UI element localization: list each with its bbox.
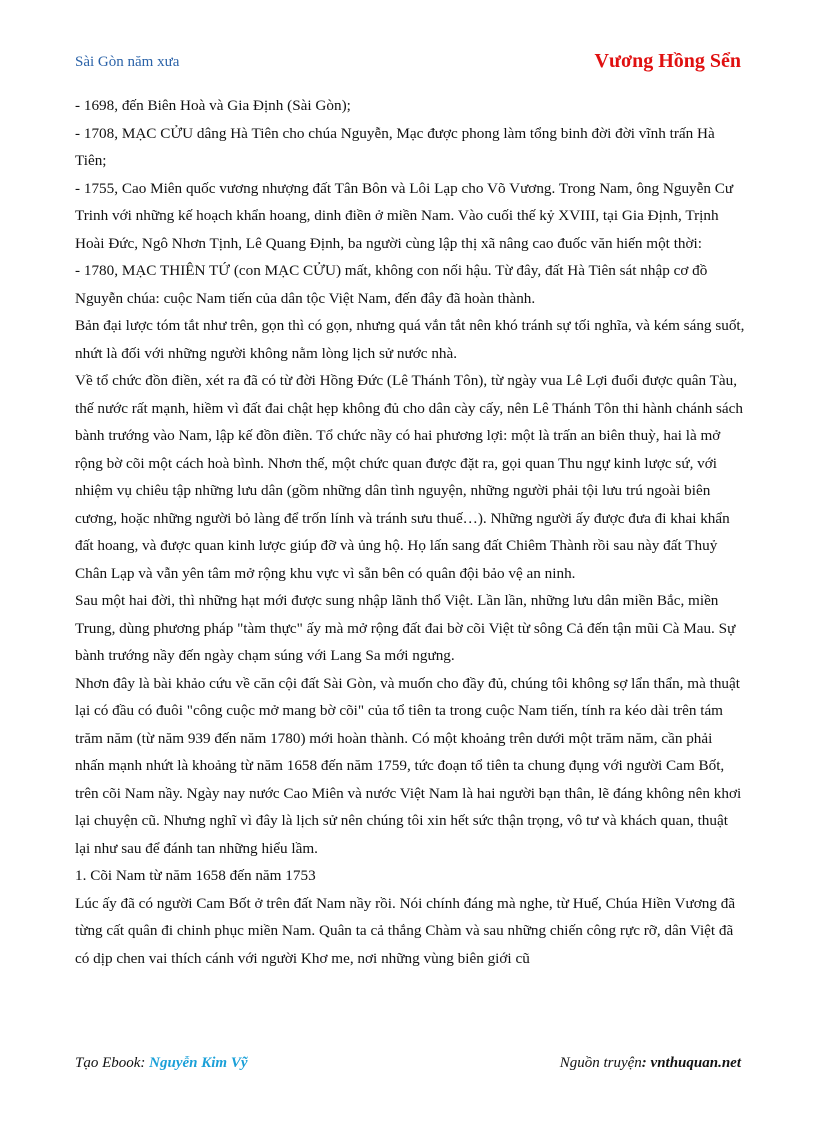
book-title: Sài Gòn năm xưa (75, 54, 180, 70)
source-site: vnthuquan.net (650, 1055, 741, 1071)
source-separator: : (641, 1055, 651, 1071)
paragraph: - 1780, MẠC THIÊN TỨ (con MẠC CỬU) mất, không con nối hậu. Từ đây, đất Hà Tiên sát nhập cơ đồ Nguyễn chúa: cuộc Nam tiến của dân tộc Việt Nam, đến đây đã hoàn thành. (75, 262, 708, 307)
ebook-label: Tạo Ebook (75, 1055, 141, 1071)
paragraph: - 1708, MẠC CỬU dâng Hà Tiên cho chúa Nguyễn, Mạc được phong làm tổng binh đời đời vĩnh trấn Hà Tiên; (75, 124, 715, 169)
paragraph: Sau một hai đời, thì những hạt mới được sung nhập lãnh thổ Việt. Lần lần, những lưu dân miền Bắc, miền Trung, dùng phương pháp "tàm thực" ấy mà mở rộng đất đai bờ cõi Việt từ sông Cả đến tận mũi Cà Mau. Sự bành trướng nầy đến ngày chạm súng với Lang Sa mới ngưng. (75, 592, 736, 664)
ebook-author: Nguyễn Kim Vỹ (149, 1055, 248, 1071)
paragraph: Bản đại lược tóm tắt như trên, gọn thì có gọn, nhưng quá vắn tắt nên khó tránh sự tối nghĩa, và kém sáng suốt, nhứt là đối với những người không nằm lòng lịch sử nước nhà. (75, 317, 745, 362)
page-header (75, 50, 741, 78)
paragraph: - 1698, đến Biên Hoà và Gia Định (Sài Gòn); (75, 97, 351, 114)
paragraph: Về tổ chức đồn điền, xét ra đã có từ đời Hồng Đức (Lê Thánh Tôn), từ ngày vua Lê Lợi đuổi được quân Tàu, thế nước rất mạnh, hiềm vì đất đai chật hẹp không đủ cho dân cày cấy, nên Lê Thánh Tôn thi hành chánh sách bành trướng vào Nam, lập kế đồn điền. Tổ chức nầy có hai phương lợi: một là trấn an biên thuỳ, hai là mở rộng bờ cõi một cách hoà bình. Nhơn thế, một chức quan được đặt ra, gọi quan Thu ngự kinh lược sứ, với nhiệm vụ chiêu tập những lưu dân (gồm những dân tình nguyện, những người phải tội lưu trú ngoài biên cương, hoặc những người bỏ làng để trốn lính và tránh sưu thuế…). Những người ấy được đưa đi khai khẩn đất hoang, và được quan kinh lược giúp đỡ và ủng hộ. Họ lấn sang đất Chiêm Thành rồi sau này đất Thuỷ Chân Lạp và vẫn yên tâm mở rộng khu vực vì sẵn bên có quân đội bảo vệ an ninh. (75, 372, 743, 582)
ebook-separator: : (140, 1055, 150, 1071)
document-body (75, 92, 745, 972)
page-footer (75, 1055, 741, 1077)
paragraph: Lúc ấy đã có người Cam Bốt ở trên đất Nam nầy rồi. Nói chính đáng mà nghe, từ Huế, Chúa Hiền Vương đã từng cất quân đi chinh phục miền Nam. Quân ta cả thắng Chàm và sau những chiến công rực rỡ, dân Việt đã có dịp chen vai thích cánh với người Khơ me, nơi những vùng biên giới cũ (75, 894, 736, 967)
paragraph: - 1755, Cao Miên quốc vương nhượng đất Tân Bôn và Lôi Lạp cho Võ Vương. Trong Nam, ông Nguyễn Cư Trinh với những kế hoạch khẩn hoang, dinh điền ở miền Nam. Vào cuối thế kỷ XVIII, tại Gia Định, Trịnh Hoài Đức, Ngô Nhơn Tịnh, Lê Quang Định, ba người cùng lập thị xã nâng cao đuốc văn hiến một thời: (75, 179, 734, 252)
ebook-credit (75, 1055, 248, 1072)
source-credit (560, 1055, 741, 1072)
paragraph: Nhơn đây là bài khảo cứu về căn cội đất Sài Gòn, và muốn cho đầy đủ, chúng tôi không sợ lẩn thẩn, mà thuật lại có đầu có đuôi "công cuộc mở mang bờ cõi" của tổ tiên ta trong cuộc Nam tiến, tính ra kéo dài trên tám trăm năm (từ năm 939 đến năm 1780) mới hoàn thành. Có một khoảng trên dưới một trăm năm, cần phải nhấn mạnh nhứt là khoảng từ năm 1658 đến năm 1759, tức đoạn tổ tiên ta chung đụng với người Cam Bốt, trên cõi Nam nầy. Ngày nay nước Cao Miên và nước Việt Nam là hai người bạn thân, lẽ đáng không nên khơi lại chuyện cũ. Nhưng nghĩ vì đây là lịch sử nên chúng tôi xin hết sức thận trọng, vô tư và khách quan, thuật lại như sau để đánh tan những hiểu lầm. (75, 674, 742, 857)
author-name: Vương Hồng Sển (594, 50, 741, 72)
section-heading: 1. Cõi Nam từ năm 1658 đến năm 1753 (75, 867, 316, 884)
source-label: Nguồn truyện (559, 1055, 642, 1071)
